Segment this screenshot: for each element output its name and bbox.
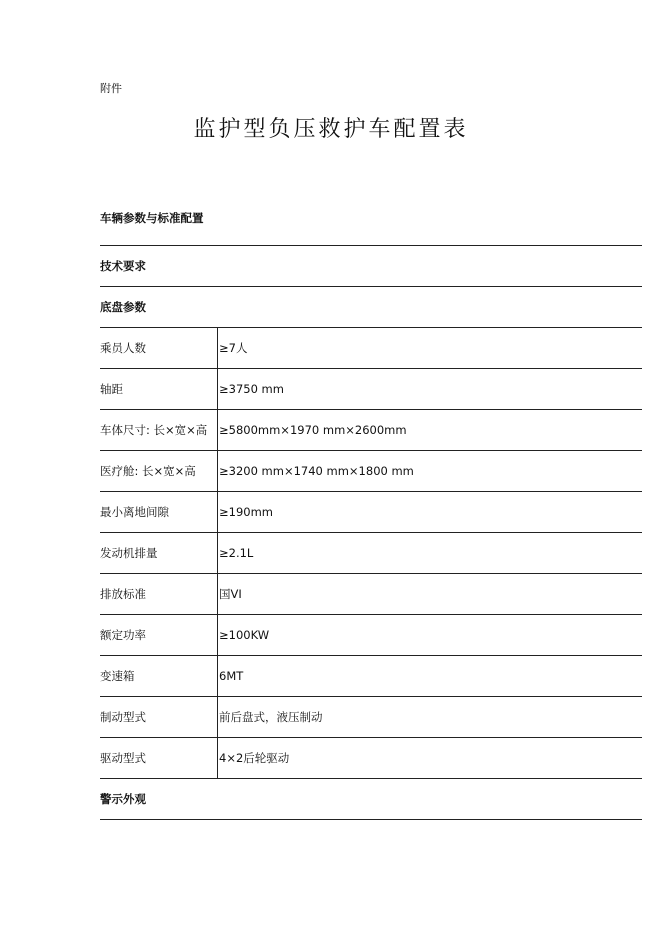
row-value: 4×2后轮驱动 [218, 738, 643, 779]
row-label: 车体尺寸: 长×宽×高 [100, 410, 218, 451]
table-row [100, 369, 642, 410]
row-label: 额定功率 [100, 615, 218, 656]
row-label: 轴距 [100, 369, 218, 410]
table-row-heading [100, 287, 642, 328]
row-value: ≥3750 mm [218, 369, 643, 410]
table-row [100, 656, 642, 697]
table-row [100, 615, 642, 656]
row-value: 6MT [218, 656, 643, 697]
table-row [100, 451, 642, 492]
spec-table [100, 245, 642, 820]
table-row [100, 697, 642, 738]
section-title: 车辆参数与标准配置 [100, 211, 204, 225]
table-row [100, 738, 642, 779]
table-row [100, 492, 642, 533]
row-label: 排放标准 [100, 574, 218, 615]
row-label: 最小离地间隙 [100, 492, 218, 533]
row-label: 驱动型式 [100, 738, 218, 779]
row-value: ≥100KW [218, 615, 643, 656]
table-row [100, 533, 642, 574]
row-label: 发动机排量 [100, 533, 218, 574]
document-title: 监护型负压救护车配置表 [193, 117, 469, 142]
heading-tech-requirements: 技术要求 [100, 246, 642, 287]
row-label: 乘员人数 [100, 328, 218, 369]
row-label: 变速箱 [100, 656, 218, 697]
row-value: ≥2.1L [218, 533, 643, 574]
table-row [100, 328, 642, 369]
row-value: ≥190mm [218, 492, 643, 533]
row-value: ≥5800mm×1970 mm×2600mm [218, 410, 643, 451]
table-row-heading [100, 779, 642, 820]
row-value: 前后盘式，液压制动 [218, 697, 643, 738]
table-row [100, 574, 642, 615]
row-value: ≥7人 [218, 328, 643, 369]
heading-chassis: 底盘参数 [100, 287, 642, 328]
table-row [100, 410, 642, 451]
row-value: ≥3200 mm×1740 mm×1800 mm [218, 451, 643, 492]
row-label: 医疗舱: 长×宽×高 [100, 451, 218, 492]
heading-warning-exterior: 警示外观 [100, 779, 642, 820]
row-label: 制动型式 [100, 697, 218, 738]
attachment-label: 附件 [100, 82, 122, 95]
table-row-heading [100, 246, 642, 287]
row-value: 国VI [218, 574, 643, 615]
